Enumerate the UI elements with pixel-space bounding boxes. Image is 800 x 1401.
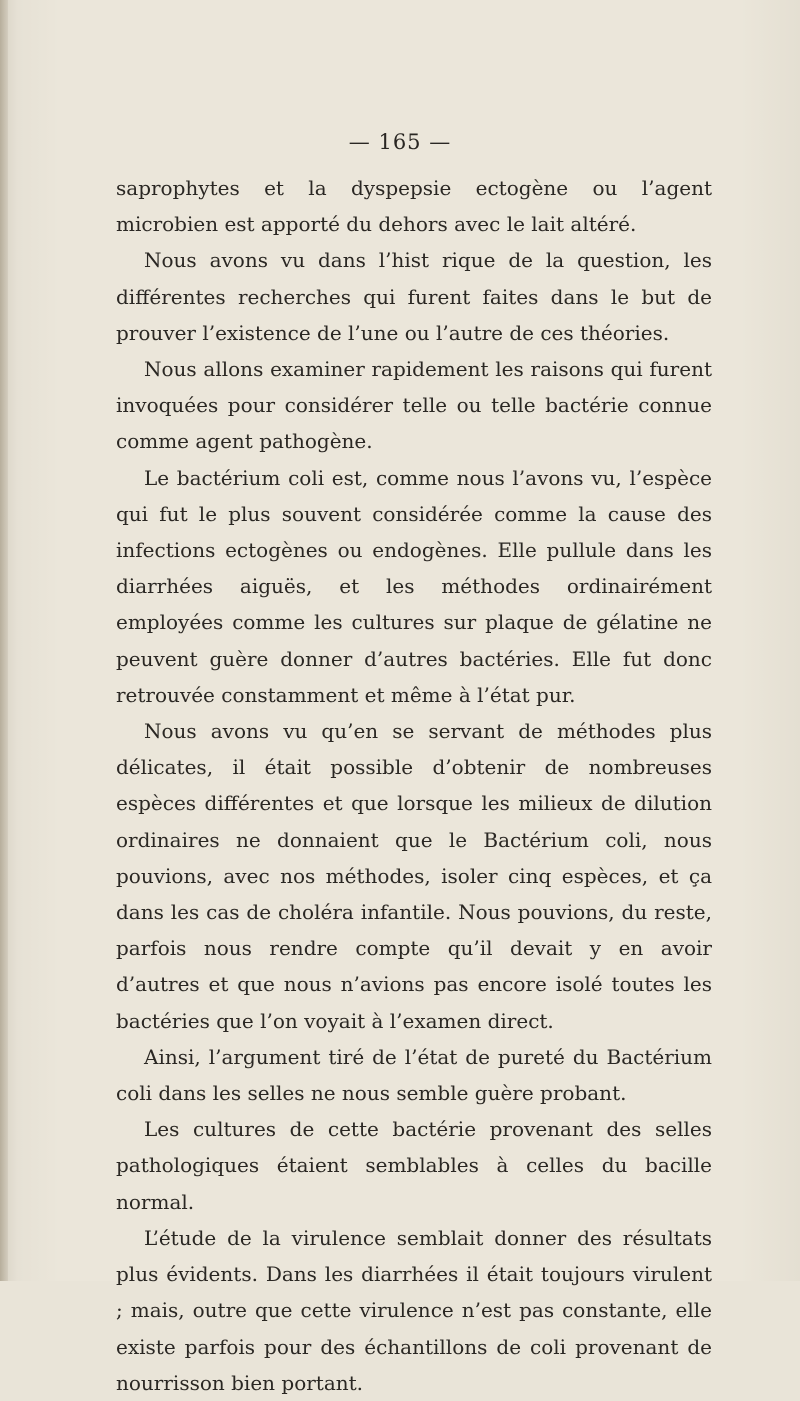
paragraph-5: Nous avons vu qu’en se servant de méthodes plus délicates, il était possible d’obtenir de nombreuses espèces différentes et que lorsque les milieux de dilution ordinaires ne donnaient que le Bactérium coli, nous pouvions, avec nos méthodes, isoler cinq espèces, et ça dans les cas de choléra infantile. Nous pouvions, du reste, parfois nous rendre compte qu’il devait y en avoir d’autres et que nous n’avions pas encore isolé toutes les bactéries que l’on voyait à l’examen direct. <box>116 719 712 1033</box>
paragraph-3: Nous allons examiner rapidement les raisons qui furent invoquées pour considérer telle ou telle bactérie connue comme agent pathogène. <box>116 357 712 454</box>
paragraph-8: L’étude de la virulence semblait donner des résultats plus évidents. Dans les diarrhées il était toujours virulent ; mais, outre que cette virulence n’est pas constante, elle existe parfois pour des échantillons de coli provenant de nourrisson bien portant. <box>116 1225 712 1395</box>
paragraph-2: Nous avons vu dans l’hist rique de la question, les différentes recherches qui furent faites dans le but de prouver l’existence de l’une ou l’autre de ces théories. <box>116 248 712 345</box>
paragraph-7: Les cultures de cette bactérie provenant des selles pathologiques étaient semblables à celles du bacille normal. <box>116 1117 712 1214</box>
page-number: — 165 — <box>348 130 452 154</box>
paragraph-6: Ainsi, l’argument tiré de l’état de pureté du Bactérium coli dans les selles ne nous semble guère probant. <box>116 1044 712 1106</box>
paragraph-1: saprophytes et la dyspepsie ectogène ou l’agent microbien est apporté du dehors avec le lait altéré. <box>116 176 712 237</box>
body-text <box>116 170 712 1401</box>
binding-edge <box>0 0 8 1281</box>
paragraph-4: Le bactérium coli est, comme nous l’avons vu, l’espèce qui fut le plus souvent considérée comme la cause des infections ectogènes ou endogènes. Elle pullule dans les diarrhées aiguës, et les méthodes ordinairément employées comme les cultures sur plaque de gélatine ne peuvent guère donner d’autres bactéries. Elle fut donc retrouvée constamment et même à l’état pur. <box>116 465 712 707</box>
